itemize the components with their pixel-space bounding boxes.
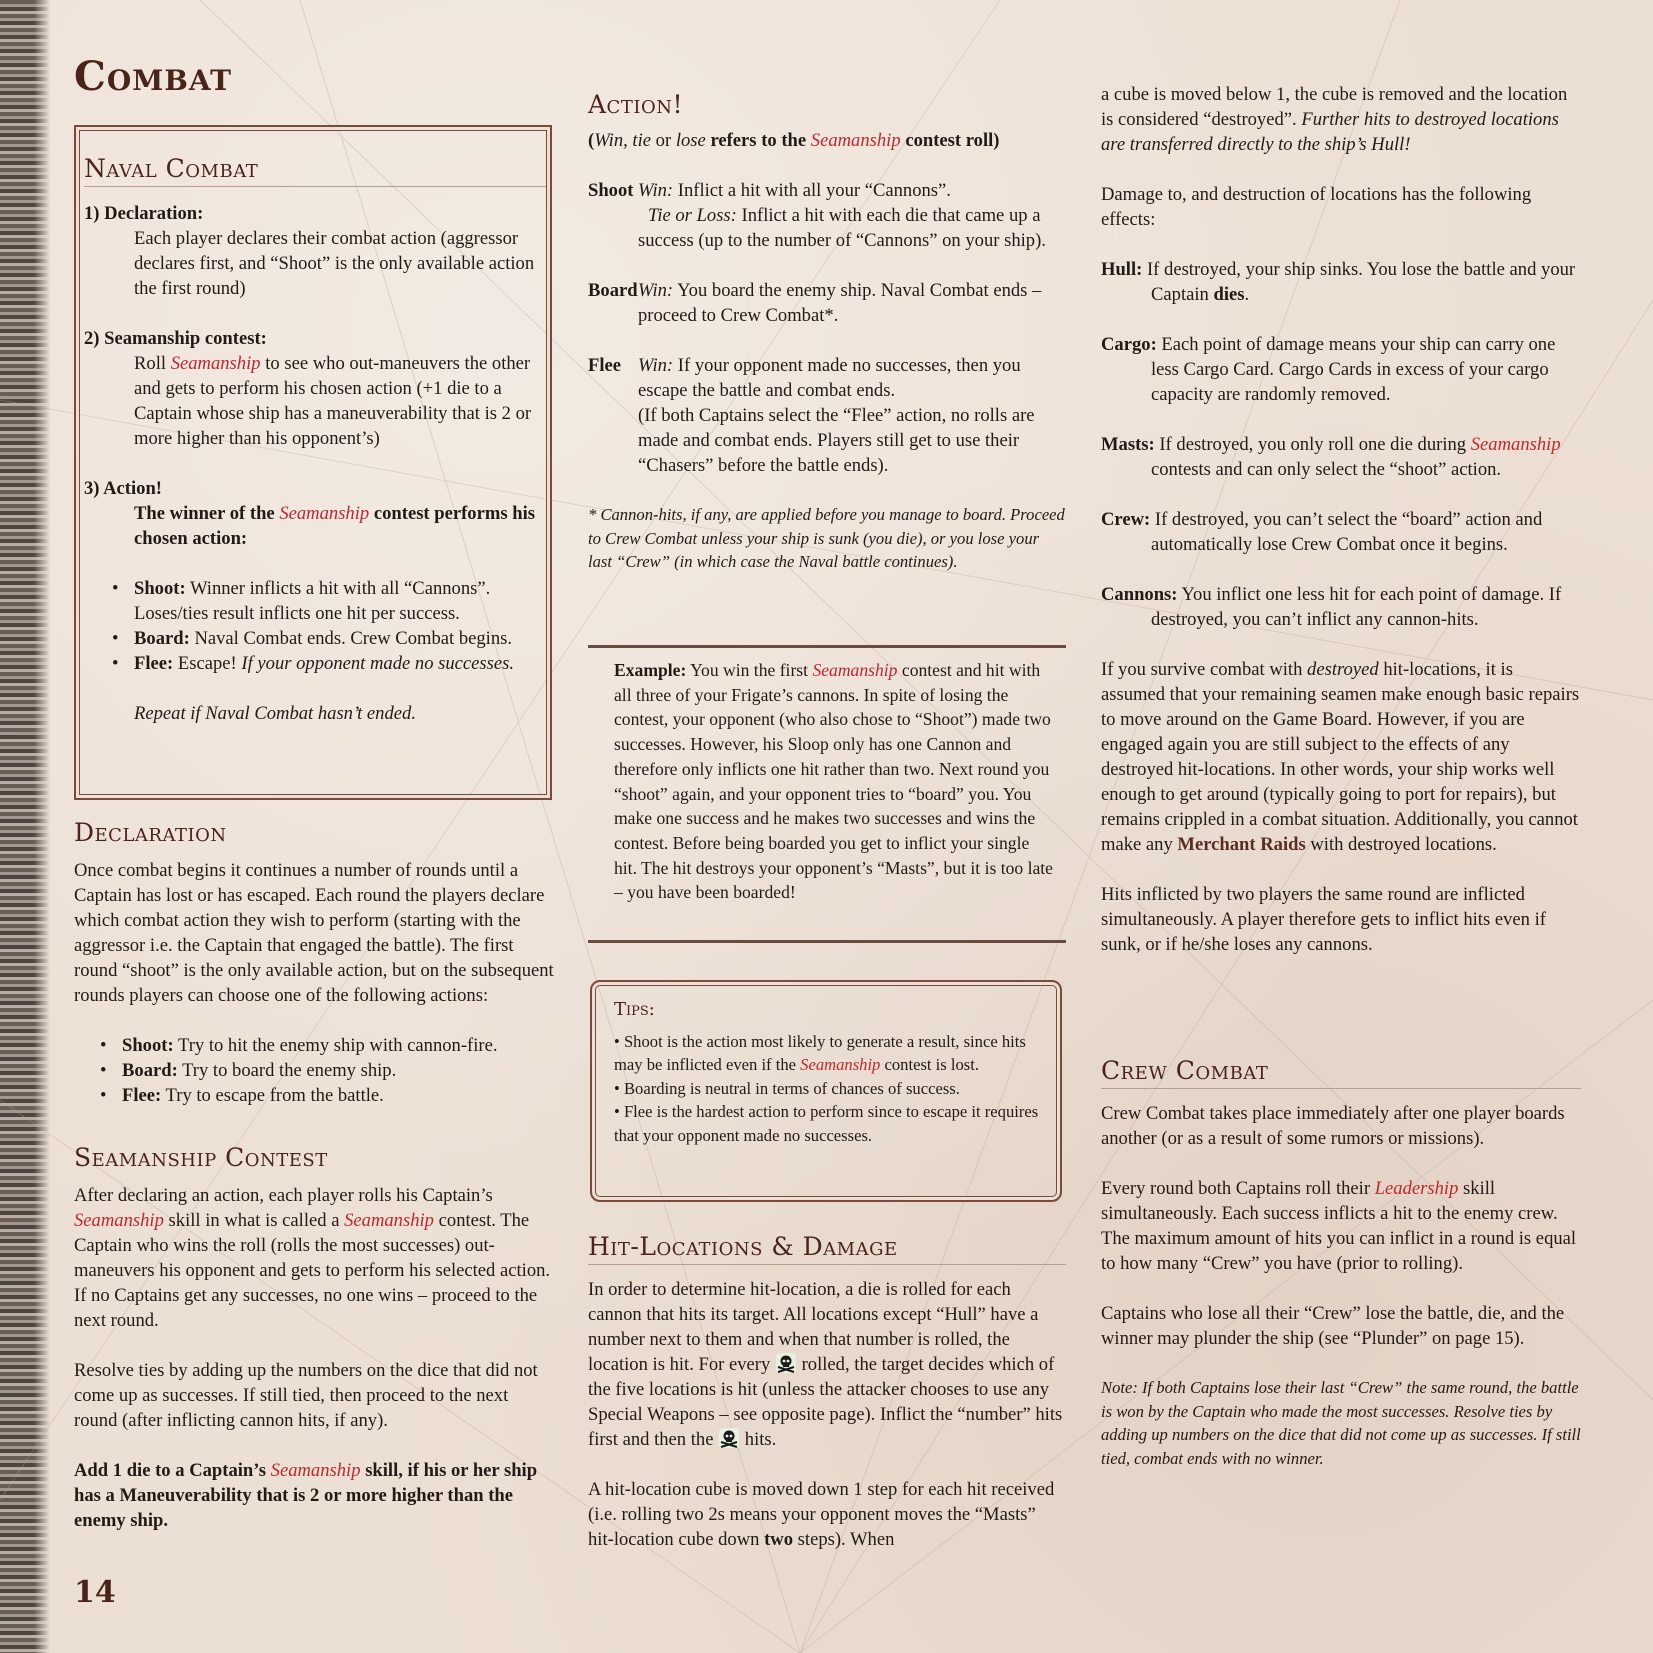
declaration-heading: Declaration (74, 818, 227, 847)
naval-combat-content (84, 154, 546, 726)
skill-seamanship: Seamanship (800, 1055, 881, 1074)
tips-content (614, 998, 1044, 1147)
seamanship-bonus: Add 1 die to a Captain’s Seamanship skill, if his or her ship has a Maneuverability that is 2 or more higher than the enemy ship. (74, 1460, 538, 1531)
seamanship-step: 2) Seamanship contest: (84, 328, 267, 349)
example-box (614, 658, 1054, 905)
seamanship-section (74, 1143, 554, 1533)
shoot-action: Shoot Win: Inflict a hit with all your “Cannons”. Tie or Loss: Inflict a hit with each die that came up a success (up to the number of “Cannons” on your ship). (588, 180, 1046, 251)
cargo-effect: Cargo: Each point of damage means your ship can carry one less Cargo Card. Cargo Cards in excess of your cargo capacity are randomly removed. (1101, 334, 1556, 405)
book-spine (0, 0, 50, 1653)
skill-seamanship: Seamanship (279, 503, 370, 524)
cannons-effect: Cannons: You inflict one less hit for each point of damage. If destroyed, you can’t inflict any cannon-hits. (1101, 584, 1562, 630)
page-title: Combat (74, 53, 232, 100)
action-section (588, 90, 1066, 574)
skill-leadership: Leadership (1374, 1178, 1459, 1199)
seamanship-heading: Seamanship Contest (74, 1143, 328, 1172)
repeat-note: Repeat if Naval Combat hasn’t ended. (134, 703, 416, 724)
tip-item: • Flee is the hardest action to perform since to escape it requires that your opponent made no successes. (614, 1102, 1039, 1145)
naval-combat-heading: Naval Combat (84, 154, 546, 187)
crew-combat-round: Every round both Captains roll their Leadership skill simultaneously. Each success inflicts a hit to the enemy crew. The maximum amount of hits you can inflict in a round is equal to how many “Crew” you have (prior to rolling). (1101, 1178, 1577, 1274)
effects-intro: Damage to, and destruction of locations has the following effects: (1101, 184, 1532, 230)
action-heading: Action! (588, 90, 683, 119)
skill-seamanship: Seamanship (1470, 434, 1561, 455)
action-subtitle: (Win, tie or lose refers to the Seamanship contest roll) (588, 130, 1000, 151)
skill-seamanship: Seamanship (812, 660, 898, 680)
list-item: • Shoot: Winner inflicts a hit with all “Cannons”. Loses/ties result inflicts one hit per success. (134, 576, 546, 626)
tip-item: • Shoot is the action most likely to generate a result, since hits may be inflicted even if the Seamanship contest is lost. (614, 1031, 1026, 1074)
divider (588, 645, 1066, 648)
declaration-step-text: Each player declares their combat action (aggressor declares first, and “Shoot” is the only available action the first round) (134, 228, 535, 299)
list-item: • Shoot: Try to hit the enemy ship with cannon-fire. (122, 1033, 554, 1058)
crew-combat-text: Crew Combat takes place immediately after one player boards another (or as a result of some rumors or missions). (1101, 1103, 1565, 1149)
flee-action: Flee Win: If your opponent made no successes, then you escape the battle and combat ends. (If both Captains select the “Flee” action, no rolls are made and combat ends. Players still get to use their “Chasers” before the battle ends). (588, 355, 1035, 476)
hit-locations-heading: Hit-Locations & Damage (588, 1232, 1066, 1265)
damage-effects-section (1101, 82, 1581, 957)
merchant-raids-link: Merchant Raids (1177, 834, 1306, 855)
seamanship-ties: Resolve ties by adding up the numbers on the dice that did not come up as successes. If still tied, then proceed to the next round (after inflicting cannon hits, if any). (74, 1360, 538, 1431)
crew-combat-note: Note: If both Captains lose their last “Crew” the same round, the battle is won by the Captain who made the most successes. Resolve ties by adding up numbers on the dice that did not come up as successes. If still tied, combat ends with no winner. (1101, 1378, 1581, 1468)
list-item: • Flee: Escape! If your opponent made no successes. (134, 651, 546, 676)
action-list (84, 576, 546, 676)
simultaneous-text: Hits inflicted by two players the same round are inflicted simultaneously. A player therefore gets to inflict hits even if sunk, or if he/she loses any cannons. (1101, 884, 1546, 955)
list-item: • Flee: Try to escape from the battle. (122, 1083, 554, 1108)
masts-effect: Masts: If destroyed, you only roll one die during Seamanship contests and can only select the “shoot” action. (1101, 434, 1561, 480)
hit-locations-text: In order to determine hit-location, a die is rolled for each cannon that hits its target. All locations except “Hull” have a number next to them and when that number is rolled, the location is hit. For every rolled, the target decides which of the five locations is hit (unless the attacker chooses to use any Special Weapons – see opposite page). Inflict the “number” hits first and then the hits. (588, 1279, 1063, 1450)
declaration-list (74, 1033, 554, 1108)
hit-cube-text: A hit-location cube is moved down 1 step for each hit received (i.e. rolling two 2s means your opponent moves the “Masts” hit-location cube down two steps). When (588, 1479, 1055, 1550)
board-action: BoardWin: You board the enemy ship. Naval Combat ends – proceed to Crew Combat*. (588, 280, 1042, 326)
seamanship-text: After declaring an action, each player rolls his Captain’s Seamanship skill in what is called a Seamanship contest. The Captain who wins the roll (rolls the most successes) out-maneuvers his opponent and gets to perform his selected action. If no Captains get any successes, no one wins – proceed to the next round. (74, 1185, 551, 1331)
skill-seamanship: Seamanship (270, 1460, 361, 1481)
action-step-text: The winner of the Seamanship contest performs his chosen action: (134, 503, 535, 549)
skill-seamanship: Seamanship (344, 1210, 434, 1231)
example-text: Example: You win the first Seamanship contest and hit with all three of your Frigate’s cannons. In spite of losing the contest, your opponent (who also chose to “Shoot”) made two successes. However, his Sloop only has one Cannon and therefore only inflicts one hit rather than two. Next round you “shoot” again, and your opponent tries to “board” you. You make one success and he makes two successes and wins the contest. Before being boarded you get to inflict your single hit. The hit destroys your opponent’s “Masts”, but it is too late – you have been boarded! (614, 660, 1053, 903)
crew-combat-heading: Crew Combat (1101, 1056, 1581, 1089)
survive-text: If you survive combat with destroyed hit-locations, it is assumed that your remaining seamen make enough basic repairs to move around on the Game Board. However, if you are engaged again you are still subject to the effects of any destroyed hit-locations. In other words, your ship works well enough to get around (typically going to port for repairs), but remains crippled in a combat situation. Additionally, you cannot make any Merchant Raids with destroyed locations. (1101, 659, 1580, 855)
list-item: • Board: Try to board the enemy ship. (122, 1058, 554, 1083)
declaration-step: 1) Declaration: (84, 203, 204, 224)
seamanship-step-text: Roll Seamanship to see who out-maneuvers the other and gets to perform his chosen action (+1 die to a Captain whose ship has a maneuverability that is 2 or more higher than his opponent’s) (134, 353, 532, 449)
hit-locations-section (588, 1232, 1066, 1552)
hull-effect: Hull: If destroyed, your ship sinks. You lose the battle and your Captain dies. (1101, 259, 1576, 305)
action-step: 3) Action! (84, 478, 162, 499)
tip-item: • Boarding is neutral in terms of chances of success. (614, 1078, 960, 1098)
list-item: • Board: Naval Combat ends. Crew Combat begins. (134, 626, 546, 651)
declaration-text: Once combat begins it continues a number of rounds until a Captain has lost or has escaped. Each round the players declare which combat action they wish to perform (starting with the aggressor i.e. the Captain that engaged the battle). The first round “shoot” is the only available action, but on the subsequent rounds players can choose one of the following actions: (74, 860, 554, 1006)
skull-icon (718, 1427, 740, 1449)
skill-seamanship: Seamanship (74, 1210, 164, 1231)
action-footnote: * Cannon-hits, if any, are applied before you manage to board. Proceed to Crew Combat unless your ship is sunk (you die), or you lose your last “Crew” (in which case the Naval battle continues). (588, 505, 1065, 571)
skill-seamanship: Seamanship (170, 353, 261, 374)
crew-combat-loss: Captains who lose all their “Crew” lose the battle, die, and the winner may plunder the ship (see “Plunder” on page 15). (1101, 1303, 1565, 1349)
destroyed-text: a cube is moved below 1, the cube is removed and the location is considered “destroyed”. Further hits to destroyed locations are transferred directly to the ship’s Hull! (1101, 84, 1568, 155)
crew-combat-section (1101, 1056, 1581, 1470)
crew-effect: Crew: If destroyed, you can’t select the “board” action and automatically lose Crew Combat once it begins. (1101, 509, 1543, 555)
skull-icon (775, 1352, 797, 1374)
skill-seamanship: Seamanship (810, 130, 901, 151)
divider (588, 940, 1066, 943)
tips-heading: Tips: (614, 999, 655, 1020)
declaration-section (74, 818, 554, 1108)
page-number: 14 (74, 1575, 116, 1610)
